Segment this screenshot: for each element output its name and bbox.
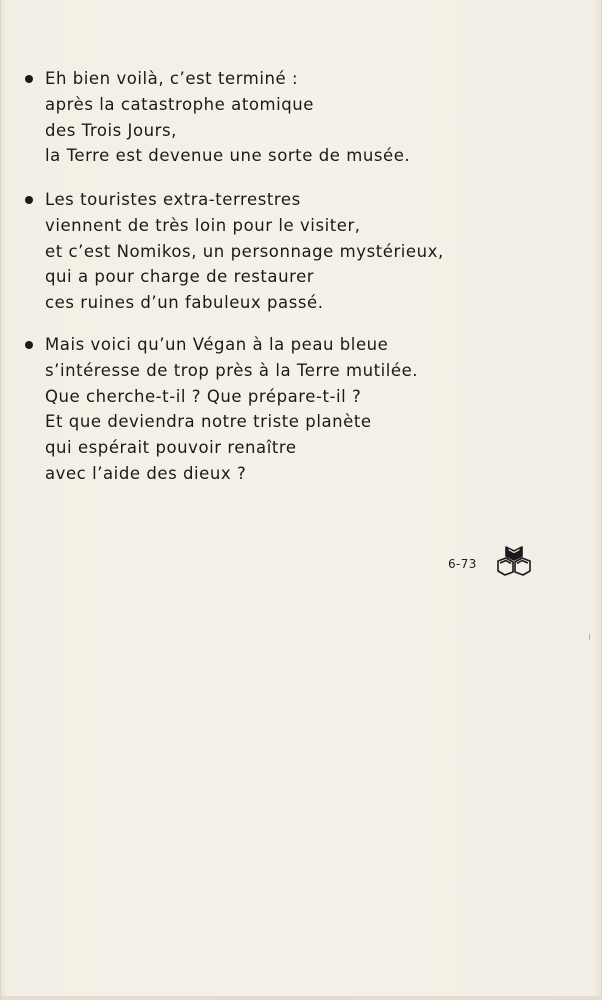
blurb-line: ces ruines d’un fabuleux passé. — [45, 293, 324, 313]
blurb-line: Mais voici qu’un Végan à la peau bleue — [45, 335, 389, 354]
blurb-line: Que cherche-t-il ? Que prépare-t-il ? — [45, 386, 362, 406]
bullet-icon — [25, 75, 33, 83]
blurb-line: qui a pour charge de restaurer — [45, 267, 315, 287]
blurb-line: la Terre est devenue une sorte de musée. — [45, 146, 411, 166]
blurb-line: qui espérait pouvoir renaître — [45, 438, 297, 458]
blurb-paragraph-2 — [45, 187, 444, 316]
bullet-icon — [25, 341, 33, 349]
blurb-line: Et que deviendra notre triste planète — [45, 412, 372, 432]
blurb-line: des Trois Jours, — [45, 120, 177, 140]
blurb-line: avec l’aide des dieux ? — [45, 463, 247, 483]
publisher-logo-icon — [496, 544, 532, 578]
print-code: 6-73 — [448, 557, 477, 571]
blurb-line: viennent de très loin pour le visiter, — [45, 215, 361, 235]
blurb-line: Les touristes extra-terrestres — [45, 190, 301, 209]
blurb-paragraph-1 — [45, 66, 410, 169]
print-mark — [589, 634, 590, 640]
blurb-paragraph-3 — [45, 332, 418, 487]
blurb-line: après la catastrophe atomique — [45, 94, 314, 114]
blurb-line: Eh bien voilà, c’est terminé : — [45, 69, 299, 88]
blurb-line: s’intéresse de trop près à la Terre mutilée. — [45, 360, 419, 380]
bullet-icon — [25, 196, 33, 204]
blurb-line: et c’est Nomikos, un personnage mystérieux, — [45, 241, 444, 261]
